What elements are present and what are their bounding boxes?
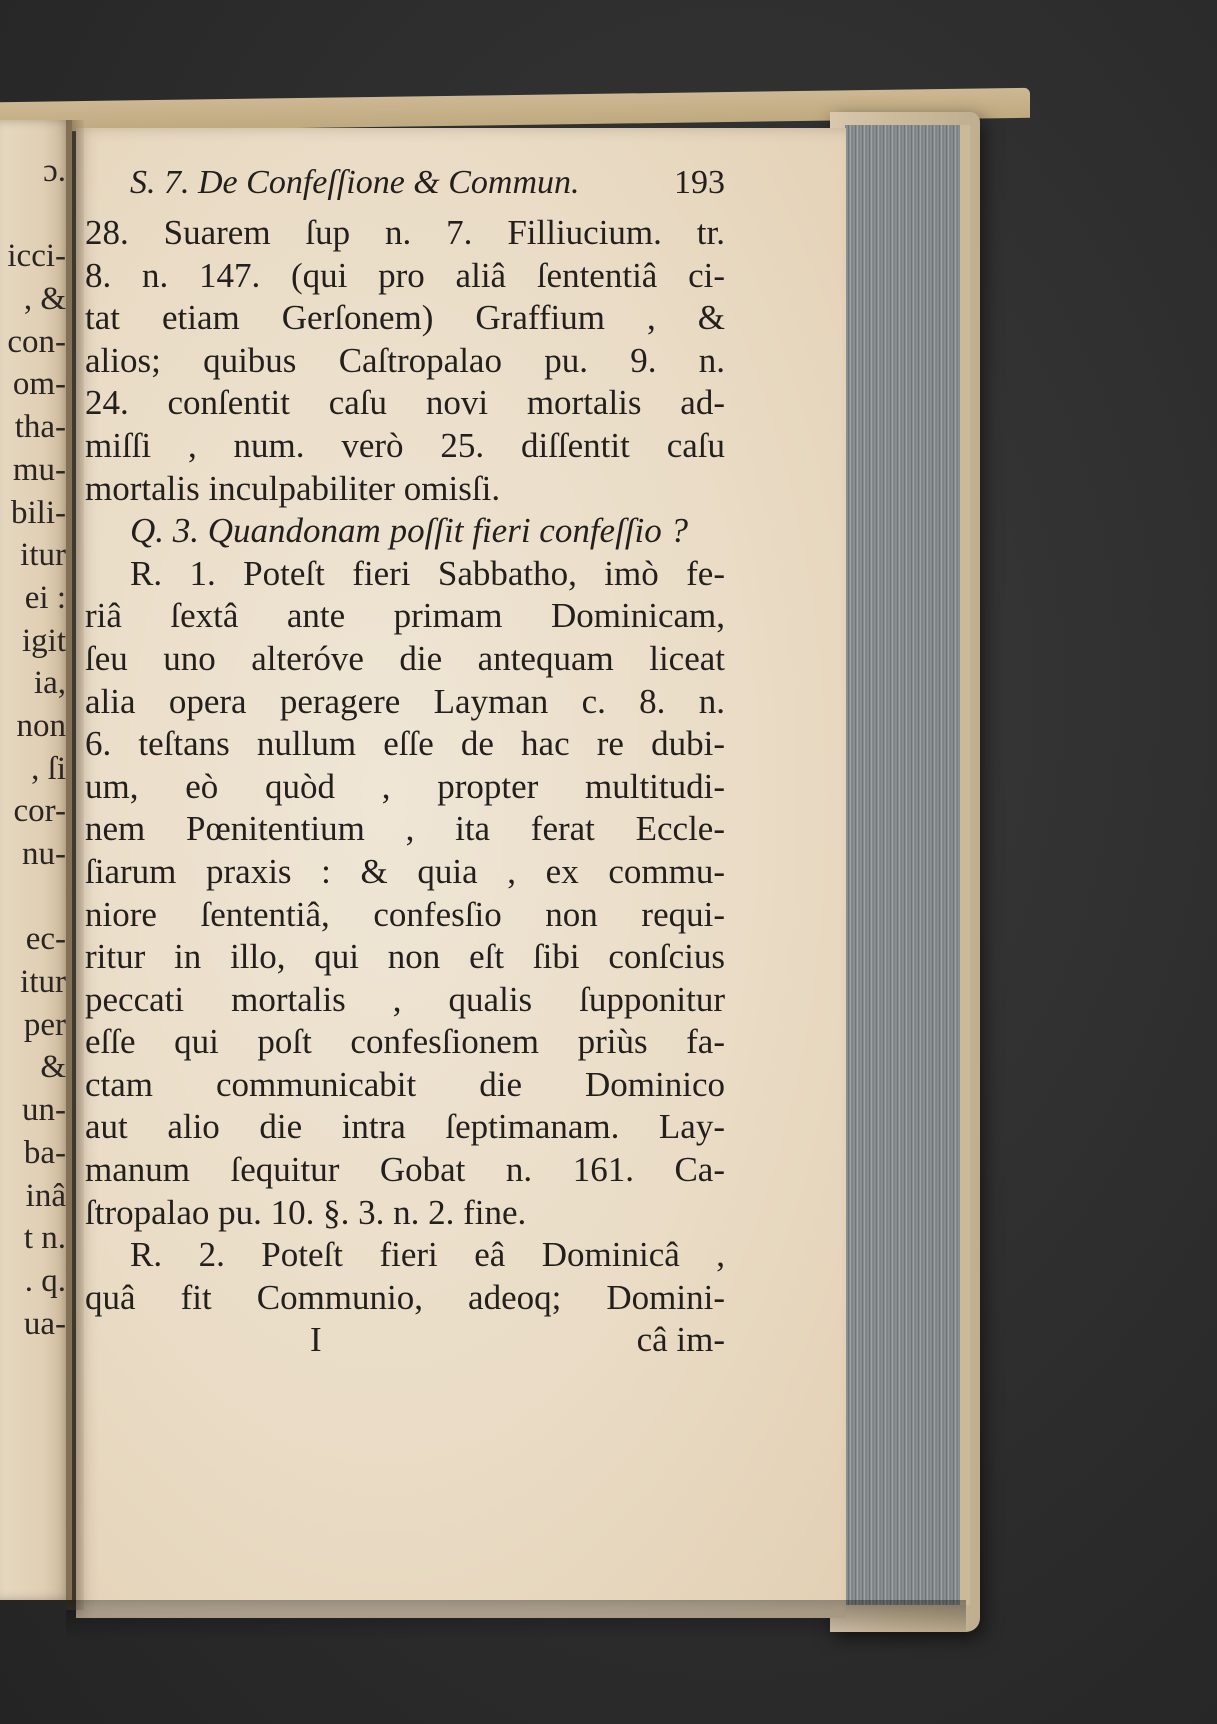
verso-fragment: ua- bbox=[23, 1305, 66, 1342]
paragraph-citations bbox=[85, 212, 725, 510]
verso-fragment: per bbox=[23, 1006, 66, 1043]
verso-fragment bbox=[2, 193, 66, 236]
verso-fragment: ɔ. bbox=[43, 153, 66, 189]
verso-fragment: itur bbox=[20, 537, 66, 574]
verso-fragment: tha- bbox=[14, 409, 66, 446]
verso-fragment bbox=[2, 876, 66, 919]
verso-fragment: , & bbox=[23, 281, 66, 318]
verso-text-fragments bbox=[2, 150, 66, 1345]
verso-fragment: con- bbox=[7, 323, 66, 360]
running-header bbox=[130, 162, 725, 212]
book-gutter bbox=[66, 120, 84, 1610]
text-line: ritur in illo, qui non eſt ſibi conſcius bbox=[85, 937, 725, 977]
catchword: câ im- bbox=[636, 1320, 725, 1360]
verso-fragment: bili- bbox=[11, 494, 66, 531]
text-line: ſiarum praxis : & quia , ex commu- bbox=[85, 851, 725, 891]
verso-fragment: ba- bbox=[23, 1134, 66, 1171]
paragraph-answer-2 bbox=[85, 1234, 725, 1319]
verso-fragment: nu- bbox=[22, 836, 66, 872]
text-line: miſſi , num. verò 25. diſſentit caſu bbox=[85, 425, 725, 465]
text-line: riâ ſextâ ante primam Dominicam, bbox=[85, 596, 725, 636]
text-line: 24. conſentit caſu novi mortalis ad- bbox=[85, 383, 725, 423]
page-number: 193 bbox=[674, 164, 725, 201]
text-line: 6. teſtans nullum eſſe de hac re dubi- bbox=[85, 724, 725, 764]
text-line: 8. n. 147. (qui pro aliâ ſententiâ ci- bbox=[85, 255, 725, 295]
text-line: alios; quibus Caſtropalao pu. 9. n. bbox=[85, 340, 725, 380]
text-line: manum ſequitur Gobat n. 161. Ca- bbox=[85, 1150, 725, 1190]
text-line: R. 2. Poteſt fieri eâ Dominicâ , bbox=[130, 1235, 725, 1275]
text-line: peccati mortalis , qualis ſupponitur bbox=[85, 979, 725, 1019]
verso-fragment: , ſi bbox=[31, 750, 66, 787]
text-line: niore ſententiâ, confesſio non requi- bbox=[85, 894, 725, 934]
text-line: 28. Suarem ſup n. 7. Filliucium. tr. bbox=[85, 213, 725, 252]
running-title: S. 7. De Confeſſione & Commun. bbox=[130, 164, 580, 201]
paragraph-answer-1 bbox=[85, 553, 725, 1235]
verso-fragment: non bbox=[16, 707, 66, 744]
text-line: tat etiam Gerſonem) Graffium , & bbox=[85, 298, 725, 338]
page-edges-stripes bbox=[845, 125, 970, 1605]
text-line: ſeu uno alteróve die antequam liceat bbox=[85, 638, 725, 678]
text-line: ſtropalao pu. 10. §. 3. n. 2. fine. bbox=[85, 1192, 527, 1232]
verso-fragment: ei : bbox=[24, 579, 66, 616]
text-line: alia opera peragere Layman c. 8. n. bbox=[85, 681, 725, 721]
verso-fragment: inâ bbox=[25, 1177, 66, 1214]
verso-fragment: ec- bbox=[25, 921, 66, 958]
text-line: ctam communicabit die Dominico bbox=[85, 1064, 725, 1104]
verso-fragment: mu- bbox=[12, 451, 66, 488]
page-bottom-shadow bbox=[66, 1600, 966, 1640]
verso-fragment: & bbox=[40, 1049, 66, 1086]
verso-fragment: un- bbox=[22, 1092, 66, 1129]
verso-fragment: cor- bbox=[13, 793, 66, 830]
verso-fragment: . q. bbox=[24, 1262, 66, 1299]
page-footer-marks bbox=[85, 1319, 725, 1362]
verso-fragment: t n. bbox=[23, 1220, 66, 1257]
question-heading: Q. 3. Quandonam poſſit fieri confeſſio ? bbox=[130, 511, 689, 551]
text-line: quâ fit Communio, adeoq; Domini- bbox=[85, 1277, 725, 1317]
verso-fragment: icci- bbox=[7, 238, 66, 275]
verso-fragment: itur bbox=[20, 964, 66, 1001]
verso-fragment: om- bbox=[12, 366, 66, 403]
page-text-block bbox=[85, 162, 725, 1362]
text-line: aut alio die intra ſeptimanam. Lay- bbox=[85, 1107, 725, 1147]
verso-fragment: ia, bbox=[33, 665, 66, 702]
text-line: R. 1. Poteſt fieri Sabbatho, imò fe- bbox=[130, 553, 725, 593]
text-line: eſſe qui poſt confesſionem priùs fa- bbox=[85, 1022, 725, 1062]
verso-fragment: igit bbox=[21, 622, 66, 659]
text-line: nem Pœnitentium , ita ferat Eccle- bbox=[85, 809, 725, 849]
text-line: mortalis inculpabiliter omisſi. bbox=[85, 468, 501, 508]
text-line: um, eò quòd , propter multitudi- bbox=[85, 766, 725, 806]
signature-mark: I bbox=[310, 1320, 322, 1360]
